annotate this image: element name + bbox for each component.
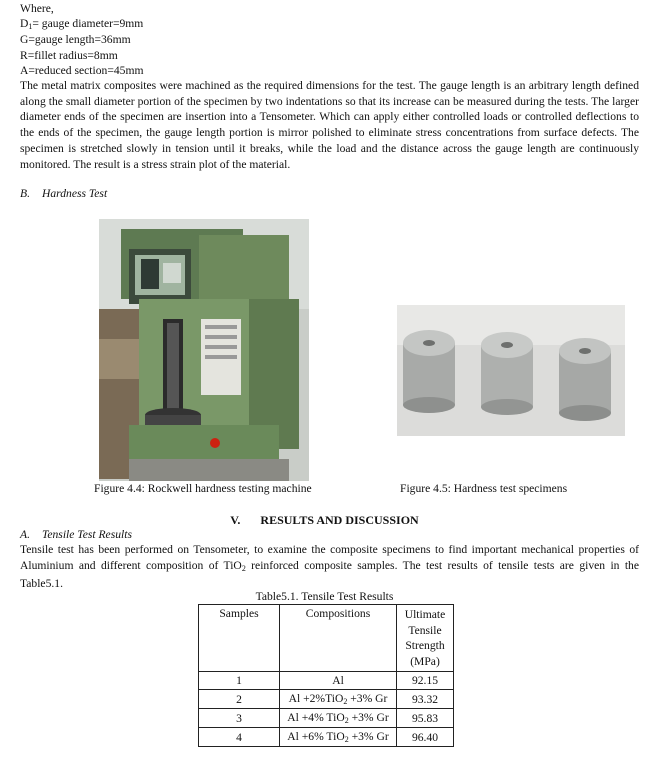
composition-part: Al +2%TiO bbox=[288, 692, 344, 705]
definition-fillet-radius: R=fillet radius=8mm bbox=[20, 49, 118, 62]
hardness-specimens-photo bbox=[397, 305, 625, 436]
cell-composition bbox=[280, 709, 397, 728]
figure-4-5-caption: Figure 4.5: Hardness test specimens bbox=[400, 482, 568, 495]
cell-strength: 96.40 bbox=[397, 728, 454, 747]
d1-symbol: D bbox=[20, 17, 29, 30]
definition-gauge-diameter bbox=[20, 17, 143, 34]
section-b-letter: B. bbox=[20, 187, 30, 200]
figure-4-4-caption: Figure 4.4: Rockwell hardness testing machine bbox=[94, 482, 312, 495]
section-a-letter: A. bbox=[20, 528, 30, 541]
cell-composition bbox=[280, 690, 397, 709]
composition-subscript: 2 bbox=[344, 716, 349, 725]
cell-strength: 95.83 bbox=[397, 709, 454, 728]
composition-part: Al +4% TiO bbox=[287, 711, 345, 724]
header-compositions: Compositions bbox=[280, 605, 397, 672]
table-row bbox=[199, 728, 454, 747]
tensile-paragraph bbox=[20, 542, 639, 592]
tensile-paragraph-part2: reinforced composite samples. The test results of tensile tests are given in the Table5.1. bbox=[20, 558, 639, 591]
table-header-row bbox=[199, 605, 454, 672]
where-label: Where, bbox=[20, 2, 54, 15]
tensile-paragraph-part1: Tensile test has been performed on Tensometer, to examine the composite specimens to find important mechanical properties of Aluminium and different composition of TiO bbox=[20, 543, 639, 572]
d1-definition: = gauge diameter=9mm bbox=[32, 17, 144, 30]
table-caption: Table5.1. Tensile Test Results bbox=[255, 590, 394, 603]
results-heading-title: RESULTS AND DISCUSSION bbox=[260, 513, 419, 527]
machining-paragraph: The metal matrix composites were machined as the required dimensions for the test. The gauge length is an arbitrary length defined along the small diameter portion of the specimen by two indentations so that its increase can be measured during the tests. The larger diameter ends of the specimen are insertion into a Tensometer. Which can apply either controlled loads or controlled deflections to the ends of the specimen, the gauge length portion is mirror polished to eliminate stress concentrations from surface defects. The specimen is stretched slowly in tension until it breaks, while the load and the distance across the gauge length are continuously monitored. The result is a stress strain plot of the material. bbox=[20, 79, 639, 171]
header-samples: Samples bbox=[199, 605, 280, 672]
tensile-results-table bbox=[198, 604, 454, 747]
cell-composition bbox=[280, 728, 397, 747]
composition-subscript: 2 bbox=[344, 735, 349, 744]
section-a-title: Tensile Test Results bbox=[41, 528, 132, 541]
cell-sample: 2 bbox=[199, 690, 280, 709]
results-heading bbox=[0, 513, 649, 528]
rockwell-machine-photo bbox=[99, 219, 309, 481]
table-row bbox=[199, 672, 454, 690]
cell-sample: 3 bbox=[199, 709, 280, 728]
tio2-subscript: 2 bbox=[241, 563, 246, 573]
definition-gauge-length: G=gauge length=36mm bbox=[20, 33, 131, 46]
header-strength: Ultimate Tensile Strength (MPa) bbox=[397, 605, 454, 672]
table-row bbox=[199, 709, 454, 728]
cell-sample: 4 bbox=[199, 728, 280, 747]
cell-composition: Al bbox=[280, 672, 397, 690]
section-b-heading bbox=[20, 187, 107, 200]
composition-part: +3% Gr bbox=[348, 730, 389, 743]
cell-strength: 93.32 bbox=[397, 690, 454, 709]
section-b-title: Hardness Test bbox=[41, 187, 108, 200]
cell-sample: 1 bbox=[199, 672, 280, 690]
section-a-heading bbox=[20, 528, 132, 541]
composition-part: +3% Gr bbox=[347, 692, 388, 705]
results-heading-number: V. bbox=[230, 513, 241, 527]
cell-strength: 92.15 bbox=[397, 672, 454, 690]
table-row bbox=[199, 690, 454, 709]
composition-part: Al +6% TiO bbox=[287, 730, 345, 743]
composition-part: +3% Gr bbox=[348, 711, 389, 724]
composition-subscript: 2 bbox=[343, 697, 348, 706]
d1-subscript: 1 bbox=[28, 22, 33, 31]
definition-reduced-section: A=reduced section=45mm bbox=[20, 64, 144, 77]
